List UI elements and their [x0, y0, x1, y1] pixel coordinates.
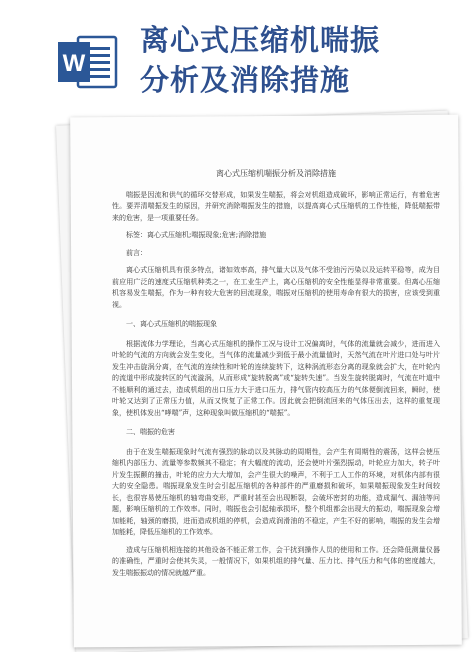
banner-title-line2: 分析及消除措施 — [140, 63, 351, 97]
document-body — [112, 168, 440, 585]
keywords-line: 标签：离心式压缩机;喘振现象;危害;消除措施 — [126, 231, 267, 239]
preface-paragraph: 离心式压缩机具有很多特点，诸如效率高，排气量大以及气体不受油污污染以及运转平稳等，成为目前应用广泛的速度式压缩机种类之一，在工业生产上，离心压缩机的安全性能显得非常重要。但离心压缩机容易发生喘振，作为一种有较大危害的回流现象，喘振对压缩机的使用寿命有很大的损害，应该受到重视。 — [112, 266, 440, 309]
banner-title-line1: 离心式压缩机喘振 — [140, 23, 381, 57]
document-title: 离心式压缩机喘振分析及消除措施 — [216, 169, 336, 178]
section1-paragraph: 根据流体力学理论，当离心式压缩机的操作工况与设计工况偏离时，气体的流量就会减少，进而进入叶轮的气流的方向就会发生变化，当气体的流量减少到低于最小流量值时，天然气流在叶片进口处与叶片发生冲击旋涡分离，在气流的连续性和叶轮的连续旋转下，这种涡流形态分离的现象就会扩大，在叶轮内的流道中形成旋转区的气流漩涡，从而形成“旋转脱离”或“旋转失速”。当发生旋转脱离时，气流在叶道中不能顺利的通过去，造成机组的出口压力大于进口压力，排气管内较高压力的气体便倒流回来，瞬时，使叶轮又达到了正常压力值，从而又恢复了正常工作。因此就会把倒流回来的气体压出去，这样的重复现象，使机体发出“哮喘”声，这种现象叫做压缩机的“喘振”。 — [112, 339, 440, 417]
footer-band — [0, 652, 474, 669]
section2-heading: 二、喘振的危害 — [126, 428, 175, 436]
section2-paragraph-2: 造成与压缩机相连接的其他设备不能正常工作，会干扰到操作人员的使用和工作。还会降低测量仪器的准确性，严重时会使其失灵，一般情况下，如果机组的排气量、压力比、排气压力和气体的密度越大，发生喘振振动的情况就越严重。 — [112, 545, 440, 577]
section2-paragraph-1: 由于在发生喘振现象时气流有强烈的脉动以及其脉动的周期性，会产生有周期性的震荡，这样会使压缩机内部压力、流量等参数频其不稳定；有大幅度的流动，还会使叶片强烈振动，叶轮应力加大，转子叶片发生振颤的撞击，叶轮的应力大大增加，会产生很大的噪声，不利于工人工作的环境，对机体内部有很大的安全隐患。喘振现象发生时会引起压缩机的各种部件的严重磨损和破坏，如果喘振现象发生时间较长，也很容易使压缩机的轴弯曲变形，严重时甚至会出现断裂，会破坏密封的功能，造成漏气、漏油等问题，影响压缩机的工作效率。同时，喘振也会引起轴承损坏，整个机组都会出现大的振动，喘振现象会增加能耗，轴颈的磨损，进而造成机组的停机，会造成润滑油的不稳定，产生不好的影响，喘振的发生会增加能耗，降低压缩机的工作效率。 — [112, 447, 440, 536]
header-banner — [0, 0, 474, 112]
abstract-paragraph: 喘振是因流和供气的循环交替形成，如果发生喘振，将会对机组造成破坏，影响正常运行，有着危害性。要弄清喘振发生的原因，并研究消除喘振发生的措施，以提高离心式压缩机的工作性能，降低喘振带来的危害，是一项重要任务。 — [112, 190, 440, 222]
section1-heading: 一、离心式压缩机的喘振现象 — [126, 320, 217, 328]
banner-title — [140, 20, 460, 100]
word-document-icon — [58, 34, 120, 90]
preface-heading: 前言： — [126, 248, 147, 257]
svg-text:W: W — [62, 50, 86, 77]
